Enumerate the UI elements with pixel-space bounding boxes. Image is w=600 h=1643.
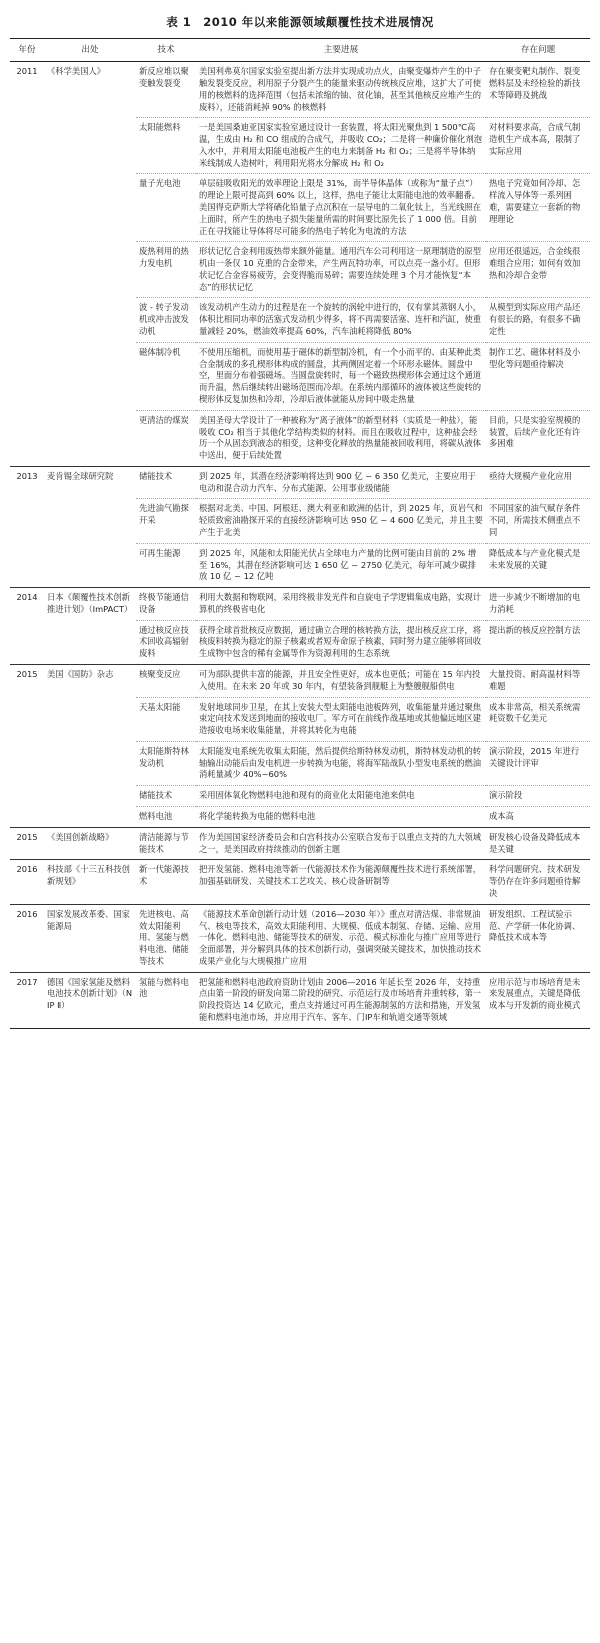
cell-progress: 把氢能和燃料电池政府资助计划由 2006—2016 年延长至 2026 年，支持重点由第一阶段的研发向第二阶段的研究、示范运行及市场培育并重转移，第一阶段投资达 14 亿欧元，重点支持通过可再生能源制氢的方法和措施，开发氢能和燃料电池市场，并应用于汽车、客车、门IP车和轨道交通等领域 [196, 972, 486, 1028]
cell-tech: 通过核反应技术回收高辐射废料 [136, 620, 196, 664]
cell-tech: 天基太阳能 [136, 697, 196, 741]
cell-tech: 先进油气勘探开采 [136, 499, 196, 543]
cell-progress: 《能源技术革命创新行动计划（2016—2030 年）》重点对清洁煤、非常规油气、核电等技术，高效太阳能利用、大规模、低成本制氢、存储、运输、应用一体化、燃料电池、储能等技术的研发、示范、模式标准化与推广应用等进行全面部署，并分解到具体的技术创新行动，强调突破关键技术，加快推动技术成果产业化与大规模推广应用 [196, 904, 486, 972]
cell-issue: 不同国家的油气赋存条件不同，所需技术侧重点不同 [486, 499, 590, 543]
cell-issue: 大量投资、耐高温材料等难题 [486, 665, 590, 698]
cell-issue: 成本高 [486, 807, 590, 828]
cell-tech: 储能技术 [136, 786, 196, 807]
cell-tech: 波 - 转子发动机或冲击波发动机 [136, 298, 196, 342]
table-body [10, 62, 590, 1029]
cell-tech: 量子光电池 [136, 174, 196, 242]
cell-source: 麦肯锡全球研究院 [44, 466, 136, 587]
cell-year: 2011 [10, 62, 44, 467]
cell-progress: 获得全球首批核反应数据，通过确立合理的核转换方法，提出核反应工序，将核废料转换为稳定的原子核素或者短寿命原子核素，同时努力建立能够将回收生成物中包含的稀有金属等作为资源利用的生态系统 [196, 620, 486, 664]
table-row [10, 904, 590, 972]
cell-year: 2013 [10, 466, 44, 587]
cell-tech: 太阳能斯特林发动机 [136, 741, 196, 785]
table-row [10, 972, 590, 1028]
cell-tech: 储能技术 [136, 466, 196, 499]
cell-issue: 研发核心设备及降低成本是关键 [486, 827, 590, 860]
cell-progress: 太阳能发电系统先收集太阳能，然后提供给斯特林发动机，斯特林发动机的转轴输出动能后由发电机进一步转换为电能，将海军陆战队小型发电系统的燃油消耗量减少 40%~60% [196, 741, 486, 785]
header-progress: 主要进展 [196, 39, 486, 62]
cell-tech: 新反应堆以聚变触发裂变 [136, 62, 196, 118]
table-row [10, 827, 590, 860]
cell-year: 2017 [10, 972, 44, 1028]
cell-issue: 成本非常高，相关系统需耗资数千亿美元 [486, 697, 590, 741]
cell-tech: 终极节能通信设备 [136, 588, 196, 621]
table-header [10, 39, 590, 62]
cell-tech: 新一代能源技术 [136, 860, 196, 904]
header-issue: 存在问题 [486, 39, 590, 62]
cell-progress: 将化学能转换为电能的燃料电池 [196, 807, 486, 828]
cell-issue: 热电子究竟如何冷却、怎样流入导体等一系列困难，需要建立一套新的物理理论 [486, 174, 590, 242]
cell-progress: 采用固体氧化物燃料电池和现有的商业化太阳能电池来供电 [196, 786, 486, 807]
cell-tech: 可再生能源 [136, 543, 196, 587]
cell-issue: 从模型到实际应用产品还有很长的路，有很多不确定性 [486, 298, 590, 342]
cell-progress: 根据对北美、中国、阿根廷、澳大利亚和欧洲的估计，到 2025 年，页岩气和轻质致密油勘探开采的直接经济影响可达 950 亿 ~ 4 600 亿美元，并且主要产生于北美 [196, 499, 486, 543]
header-tech: 技术 [136, 39, 196, 62]
cell-issue: 科学问题研究、技术研发等仍存在许多问题亟待解决 [486, 860, 590, 904]
cell-year: 2015 [10, 665, 44, 828]
cell-year: 2014 [10, 588, 44, 665]
cell-progress: 发射地球同步卫星，在其上安装大型太阳能电池板阵列，收集能量并通过聚焦束定向技术发送到地面的接收电厂。军方可在前线作战基地或其他偏远地区建造接收电场来收集能量，并将其转化为电能 [196, 697, 486, 741]
cell-issue: 亟待大规模产业化应用 [486, 466, 590, 499]
cell-issue: 提出新的核反应控制方法 [486, 620, 590, 664]
cell-progress: 作为美国国家经济委员会和白宫科技办公室联合发布于以重点支持的九大领域之一，是美国政府持续推动的创新主题 [196, 827, 486, 860]
tech-progress-table [10, 38, 590, 1029]
cell-issue: 应用示范与市场培育是未来发展重点，关键是降低成本与开发新的商业模式 [486, 972, 590, 1028]
header-source: 出处 [44, 39, 136, 62]
cell-issue: 演示阶段 [486, 786, 590, 807]
cell-issue: 降低成本与产业化模式是未来发展的关键 [486, 543, 590, 587]
cell-year: 2016 [10, 904, 44, 972]
cell-progress: 把开发氢能、燃料电池等新一代能源技术作为能源颠覆性技术进行系统部署，加强基础研发、关键技术工艺攻关、核心设备研制等 [196, 860, 486, 904]
cell-tech: 磁体制冷机 [136, 342, 196, 410]
cell-year: 2016 [10, 860, 44, 904]
cell-progress: 到 2025 年，风能和太阳能光伏占全球电力产量的比例可能由目前的 2% 增至 16%，其潜在经济影响可达 1 650 亿 ~ 2750 亿美元，每年可减少碳排放 10 亿 ~ 12 亿吨 [196, 543, 486, 587]
cell-source: 《科学美国人》 [44, 62, 136, 467]
table-row [10, 588, 590, 621]
cell-source: 德国《国家氢能及燃料电池技术创新计划》（NIP Ⅱ） [44, 972, 136, 1028]
cell-issue: 存在聚变靶丸制作、裂变燃料层及未经检验的新技术等障碍及挑战 [486, 62, 590, 118]
cell-issue: 演示阶段，2015 年进行关键设计评审 [486, 741, 590, 785]
cell-issue: 制作工艺、磁体材料及小型化等问题亟待解决 [486, 342, 590, 410]
cell-progress: 不使用压缩机，而使用基于磁体的新型制冷机，有一个小而平的、由某种此类合金制成的多孔楔形体构成的圆盘，其两侧固定着一个环形永磁体。圆盘中空，里面分布着强磁场。当圆盘旋转时，每一个磁致热楔形体会通过这个通道而升温，然后继续转出磁场范围而冷却。在系统内部循环的液体被这些旋转的楔形体反复加热和冷却，冷却后液体就能从房间中吸走热量 [196, 342, 486, 410]
table-row [10, 860, 590, 904]
cell-issue: 研发组织、工程试验示范、产学研一体化协调、降低技术成本等 [486, 904, 590, 972]
cell-tech: 清洁能源与节能技术 [136, 827, 196, 860]
cell-issue: 目前，只是实验室规模的装置，后续产业化还有许多困难 [486, 410, 590, 466]
cell-source: 美国《国防》杂志 [44, 665, 136, 828]
cell-progress: 一是美国桑迪亚国家实验室通过设计一套装置，将太阳光聚焦到 1 500℃高温，生成由 H₂ 和 CO 组成的合成气，并吸收 CO₂；二是将一种廉价催化剂泡入水中，并利用太阳能电池板产生的电力来制备 H₂ 和 O₂；三是将半导体纳米线制成人造树叶，利用阳光将水分解成 H₂ 和 O₂ [196, 118, 486, 174]
cell-tech: 氢能与燃料电池 [136, 972, 196, 1028]
cell-tech: 核聚变反应 [136, 665, 196, 698]
cell-progress: 美国利弗莫尔国家实验室提出新方法并实现成功点火，由聚变爆炸产生的中子触发裂变反应，利用原子分裂产生的能量来驱动传统核反应堆，这扩大了可使用的核燃料的选择范围（包括未浓缩的铀、贫化铀，甚至其他核反应堆产生的废料），还能消耗掉 90% 的核燃料 [196, 62, 486, 118]
cell-tech: 更清洁的煤炭 [136, 410, 196, 466]
cell-tech: 废热利用的热力发电机 [136, 242, 196, 298]
cell-tech: 先进核电、高效太阳能利用、氢能与燃料电池、储能等技术 [136, 904, 196, 972]
cell-source: 《美国创新战略》 [44, 827, 136, 860]
cell-issue: 进一步减少不断增加的电力消耗 [486, 588, 590, 621]
header-year: 年份 [10, 39, 44, 62]
cell-issue: 对材料要求高，合成气制造机生产成本高，限制了实际应用 [486, 118, 590, 174]
cell-progress: 单层硅吸收阳光的效率理论上限是 31%，而半导体晶体（或称为“量子点”）的理论上限可提高到 60% 以上，这样，热电子能让太阳能电池的效率翻番。美国得克萨斯大学将硒化铅量子点沉积在一层导电的二氧化钛上，当光线照在上面时，所产生的热电子损失能量所需的时间要比原先长了 1 000 倍。目前正在寻找能让导体将尽可能多的热电子转化为电流的方法 [196, 174, 486, 242]
cell-tech: 太阳能燃料 [136, 118, 196, 174]
cell-progress: 美国圣母大学设计了一种被称为“离子液体”的新型材料（实质是一种盐），能吸收 CO₂ 相当于其他化学结构类似的材料。而且在吸收过程中，这种盐会经历一个从固态到液态的相变，这种变化释放的热量能被回收利用，将碳从液体中送出，便于后续处置 [196, 410, 486, 466]
cell-progress: 到 2025 年，其潜在经济影响将达到 900 亿 ~ 6 350 亿美元，主要应用于电动和混合动力汽车、分布式能源、公用事业级储能 [196, 466, 486, 499]
table-row [10, 62, 590, 118]
header-row [10, 39, 590, 62]
cell-progress: 形状记忆合金利用废热带来额外能量。通用汽车公司利用这一原理制造的原型机由一条仅 10 克重的合金带来，产生两瓦特功率，可以点亮一盏小灯。但形状记忆合金容易疲劳，会变得脆而易碎；需要连续处理 3 个月才能恢复“本态”的形状记忆 [196, 242, 486, 298]
table-row [10, 665, 590, 698]
cell-tech: 燃料电池 [136, 807, 196, 828]
cell-progress: 该发动机产生动力的过程是在一个旋转的涡轮中进行的，仅有掌其蒸钢人小，体积比相同功率的活塞式发动机少得多，将不再需要活塞、连杆和汽缸，使重量减轻 20%，燃油效率提高 60%，汽车油耗将降低 80% [196, 298, 486, 342]
cell-progress: 利用大数据和物联网，采用终极非发光件和自旋电子学逻辑集成电路，实现计算机的终极省电化 [196, 588, 486, 621]
cell-issue: 应用还很遥远，合金线很难组合应用；如何有效加热和冷却合金带 [486, 242, 590, 298]
cell-source: 国家发展改革委、国家能源局 [44, 904, 136, 972]
cell-source: 科技部《十三五科技创新规划》 [44, 860, 136, 904]
cell-progress: 可为部队提供丰富的能源，并且安全性更好，成本也更低；可能在 15 年内投入使用。在未来 20 年或 30 年内，有望装备到舰艇上为整艘舰船供电 [196, 665, 486, 698]
cell-year: 2015 [10, 827, 44, 860]
cell-source: 日本《颠覆性技术创新推进计划》（ImPACT） [44, 588, 136, 665]
table-row [10, 466, 590, 499]
table-title: 表 1 2010 年以来能源领域颠覆性技术进展情况 [166, 15, 434, 29]
